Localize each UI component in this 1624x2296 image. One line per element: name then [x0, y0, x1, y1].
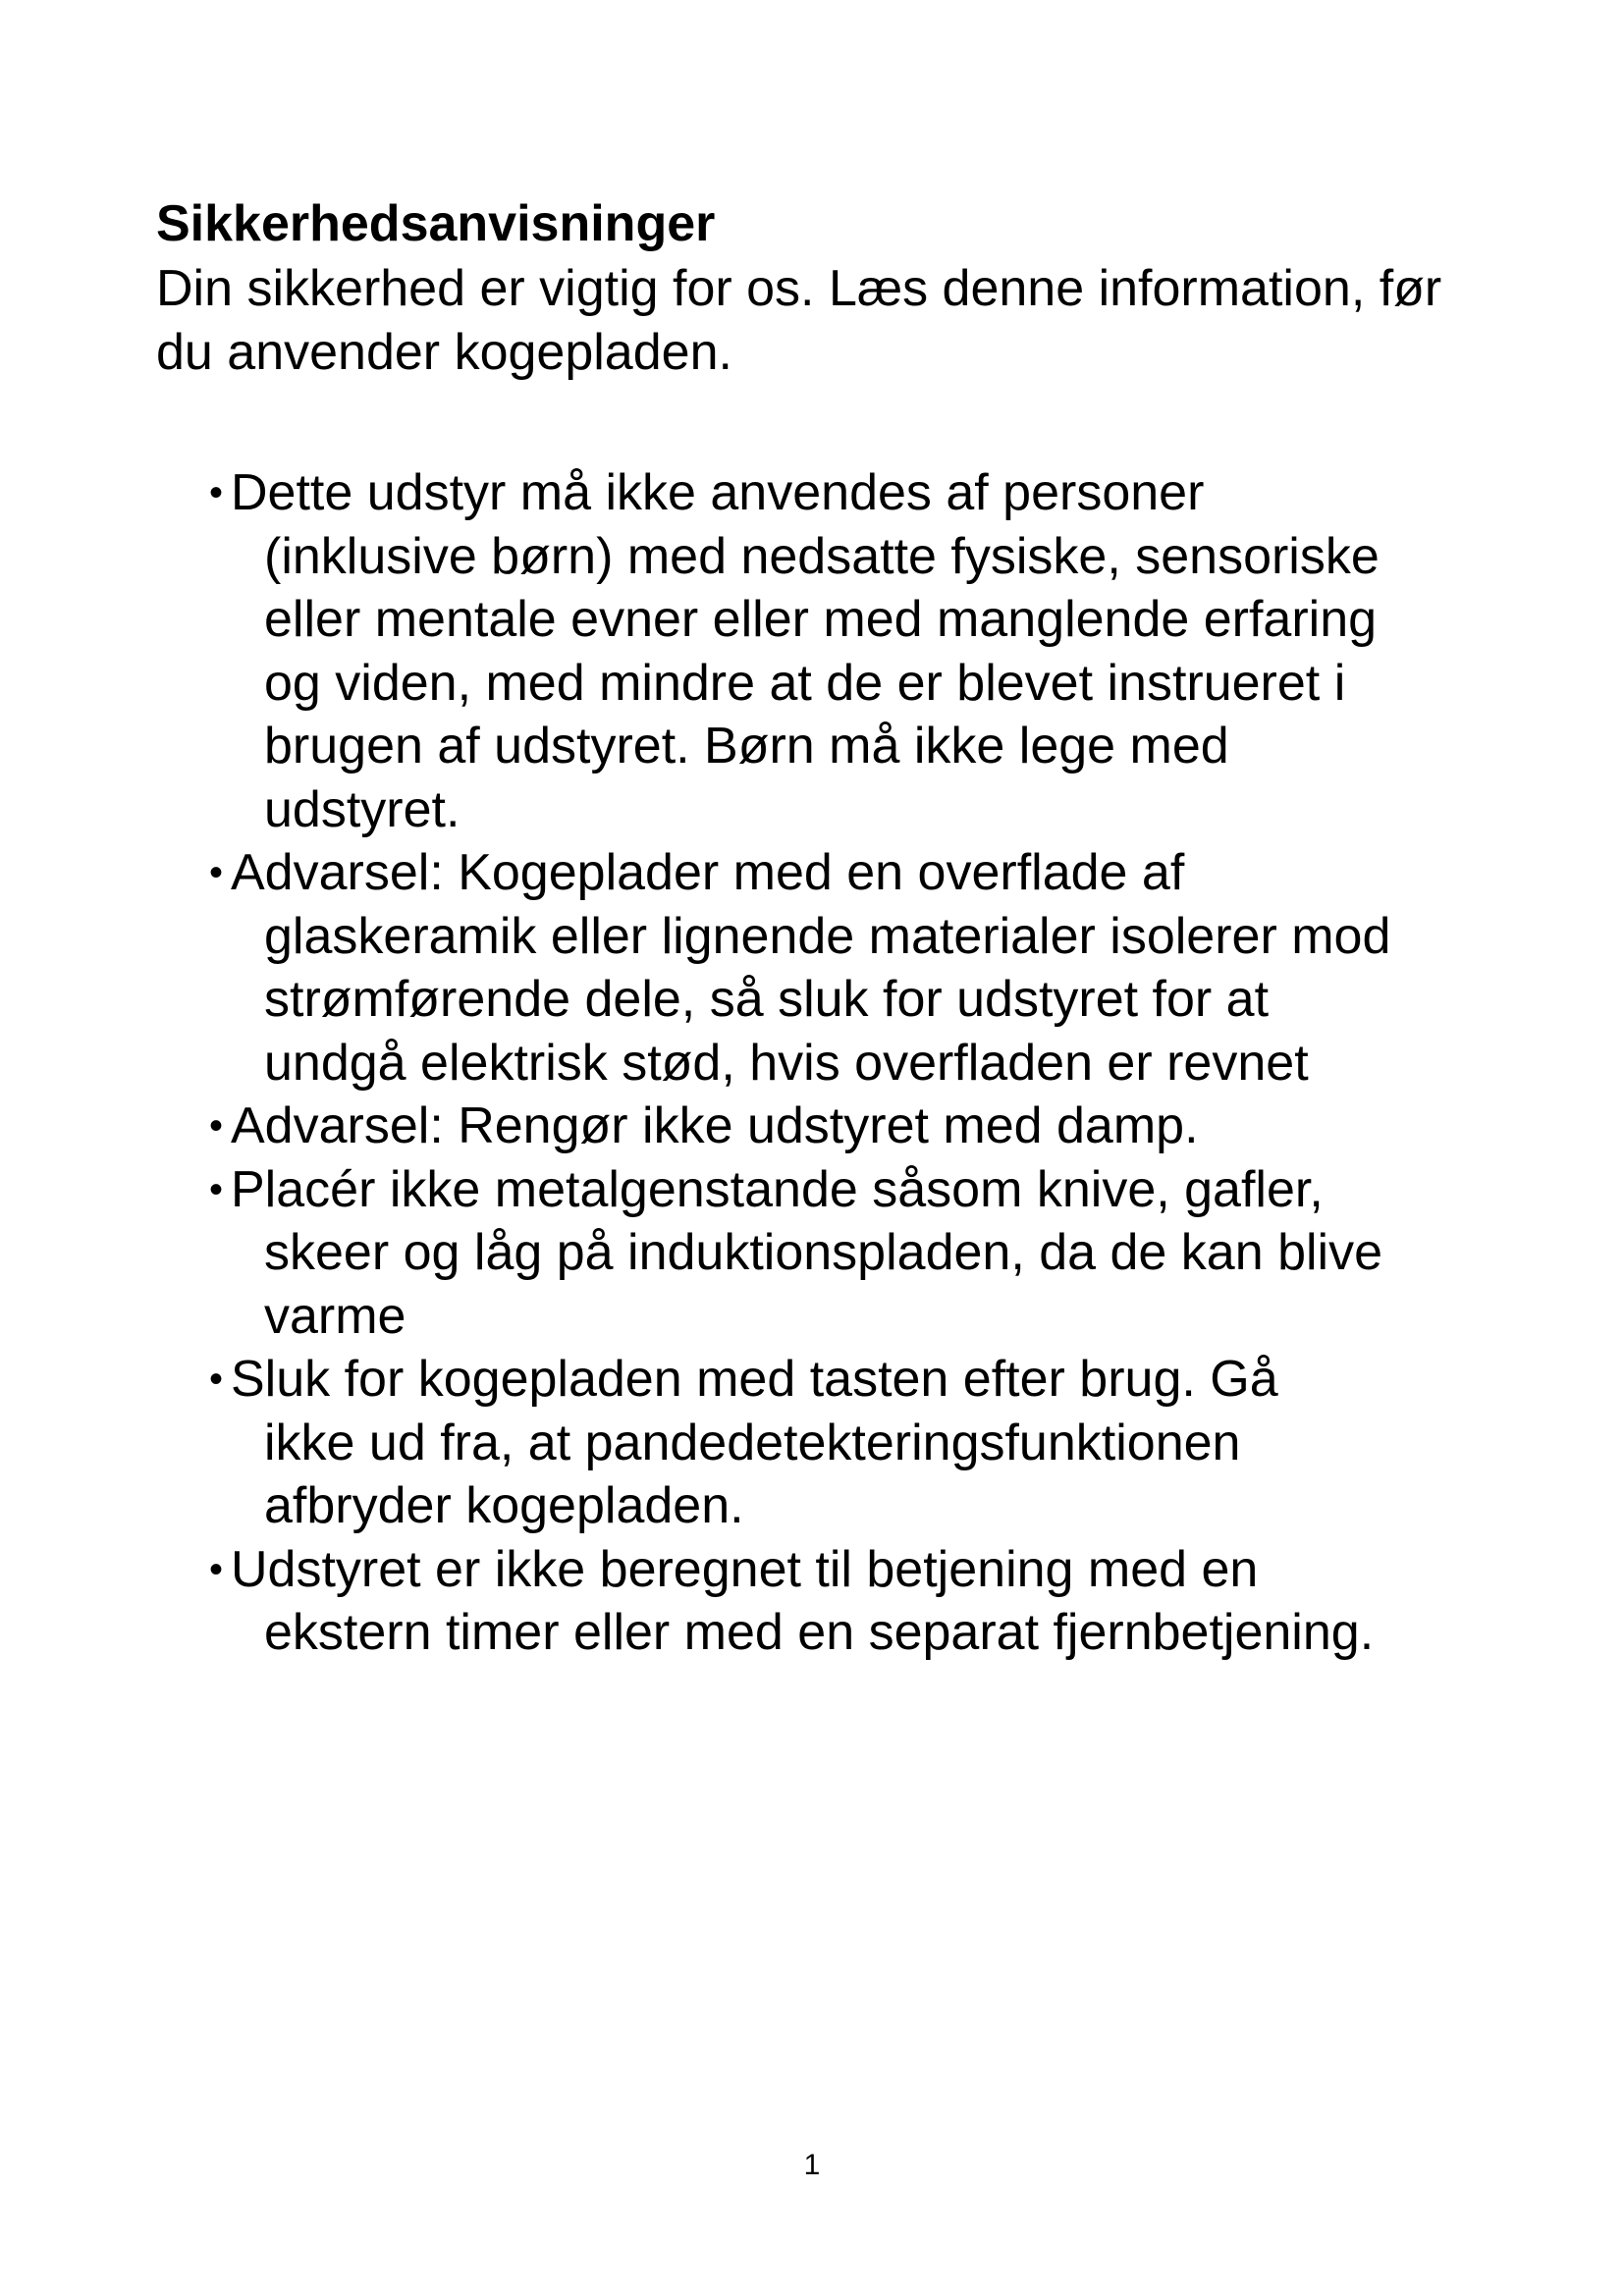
list-item	[209, 841, 1390, 1095]
list-item-line: Dette udstyr må ikke anvendes af personer	[231, 464, 1205, 521]
list-item-line: afbryder kogepladen.	[264, 1477, 744, 1534]
bullet-icon: •	[209, 1358, 224, 1401]
safety-instructions-list	[209, 461, 1390, 1665]
list-item	[209, 1538, 1390, 1665]
section-heading: Sikkerhedsanvisninger	[156, 195, 716, 252]
list-item-line: Advarsel: Kogeplader med en overflade af	[231, 844, 1185, 901]
list-item	[209, 461, 1390, 841]
list-item-line: Advarsel: Rengør ikke udstyret med damp.	[231, 1097, 1199, 1154]
list-item-line: Udstyret er ikke beregnet til betjening med en	[231, 1540, 1259, 1598]
bullet-icon: •	[209, 851, 224, 894]
list-item-line: skeer og låg på induktionspladen, da de kan blive	[264, 1224, 1383, 1281]
list-item-line: brugen af udstyret. Børn må ikke lege med	[264, 718, 1229, 774]
list-item-line: varme	[264, 1287, 406, 1345]
list-item-line: ekstern timer eller med en separat fjernbetjening.	[264, 1604, 1375, 1661]
page-number: 1	[803, 2149, 821, 2181]
list-item	[209, 1348, 1390, 1538]
list-item-line: ikke ud fra, at pandedetekteringsfunktionen	[264, 1414, 1241, 1471]
list-item-line: strømførende dele, så sluk for udstyret for at	[264, 971, 1270, 1028]
bullet-icon: •	[209, 1547, 224, 1591]
list-item-line: undgå elektrisk stød, hvis overfladen er revnet	[264, 1034, 1309, 1092]
list-item	[209, 1158, 1390, 1349]
list-item-line: glaskeramik eller lignende materialer isolerer mod	[264, 907, 1391, 965]
list-item-line: Sluk for kogepladen med tasten efter brug. Gå	[231, 1351, 1278, 1408]
bullet-icon: •	[209, 1167, 224, 1211]
bullet-icon: •	[209, 471, 224, 514]
intro-paragraph	[156, 257, 1531, 385]
list-item	[209, 1095, 1390, 1158]
list-item-line: udstyret.	[264, 780, 460, 838]
bullet-icon: •	[209, 1104, 224, 1148]
list-item-line: eller mentale evner eller med manglende erfaring	[264, 591, 1378, 648]
list-item-line: Placér ikke metalgenstande såsom knive, gafler,	[231, 1160, 1324, 1218]
intro-line: du anvender kogepladen.	[156, 324, 732, 381]
intro-line: Din sikkerhed er vigtig for os. Læs denne information, før	[156, 260, 1442, 317]
list-item-line: og viden, med mindre at de er blevet instrueret i	[264, 654, 1346, 712]
list-item-line: (inklusive børn) med nedsatte fysiske, sensoriske	[264, 527, 1380, 585]
